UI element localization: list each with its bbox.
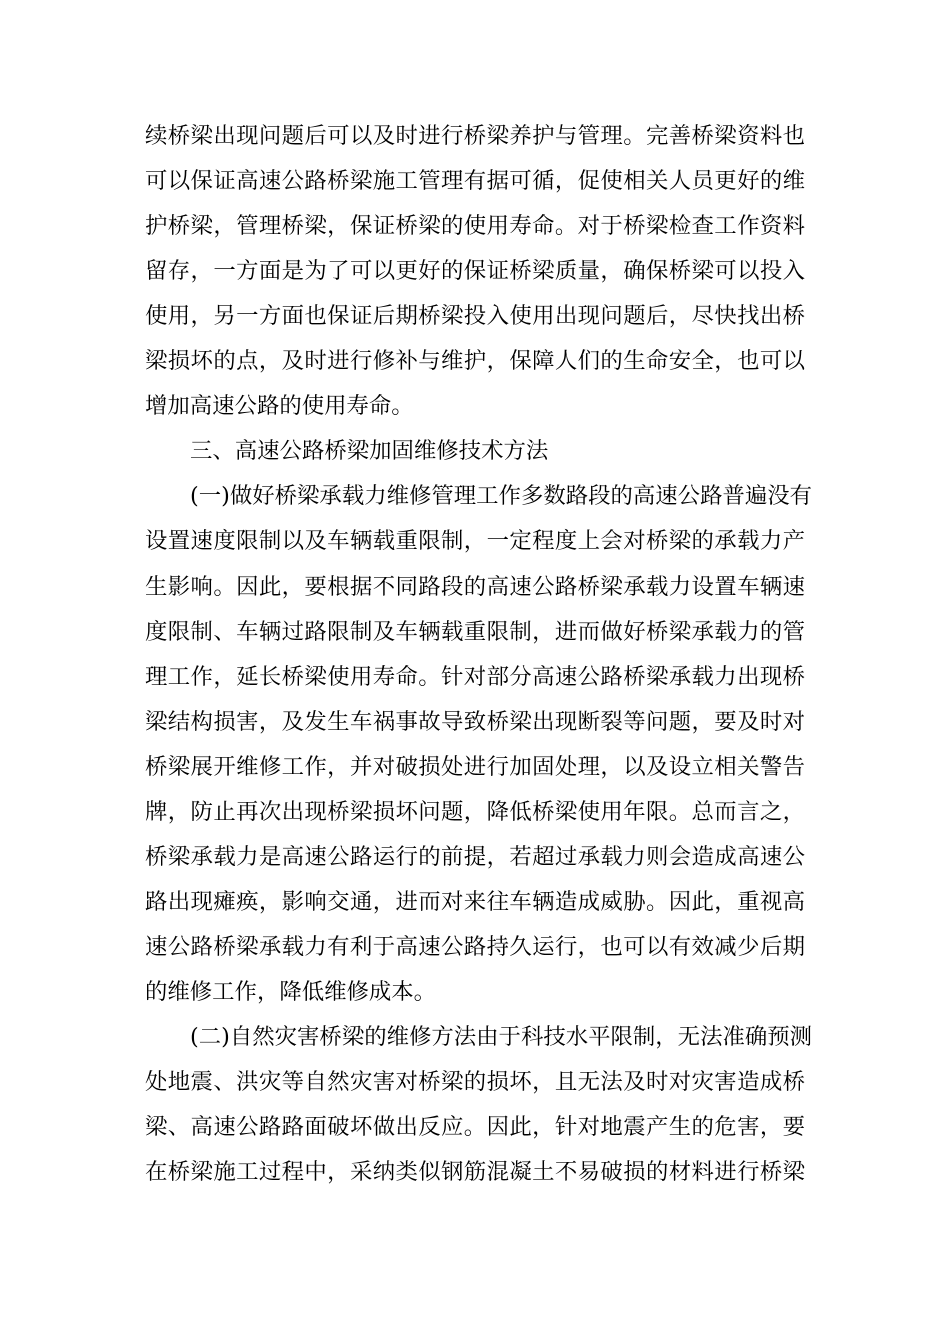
- text-line: (一)做好桥梁承载力维修管理工作多数路段的高速公路普遍没有: [190, 483, 813, 510]
- text-line: 处地震、洪灾等自然灾害对桥梁的损坏，且无法及时对灾害造成桥: [145, 1069, 805, 1096]
- text-line: 设置速度限制以及车辆载重限制，一定程度上会对桥梁的承载力产: [145, 528, 805, 555]
- text-line: 留存，一方面是为了可以更好的保证桥梁质量，确保桥梁可以投入: [145, 258, 805, 285]
- text-line: 的维修工作，降低维修成本。: [145, 978, 437, 1005]
- text-line: 生影响。因此，要根据不同路段的高速公路桥梁承载力设置车辆速: [145, 573, 805, 600]
- text-line: 续桥梁出现问题后可以及时进行桥梁养护与管理。完善桥梁资料也: [145, 123, 805, 149]
- text-line: 增加高速公路的使用寿命。: [145, 393, 414, 420]
- text-line: 三、高速公路桥梁加固维修技术方法: [190, 438, 549, 465]
- text-line: 梁、高速公路路面破坏做出反应。因此，针对地震产生的危害，要: [145, 1114, 805, 1141]
- text-line: (二)自然灾害桥梁的维修方法由于科技水平限制，无法准确预测: [190, 1024, 813, 1050]
- text-line: 可以保证高速公路桥梁施工管理有据可循，促使相关人员更好的维: [145, 168, 805, 195]
- text-line: 速公路桥梁承载力有利于高速公路持久运行，也可以有效减少后期: [145, 933, 805, 960]
- text-line: 路出现瘫痪，影响交通，进而对来往车辆造成威胁。因此，重视高: [145, 888, 805, 915]
- text-line: 理工作，延长桥梁使用寿命。针对部分高速公路桥梁承载力出现桥: [145, 663, 805, 690]
- text-line: 使用，另一方面也保证后期桥梁投入使用出现问题后，尽快找出桥: [145, 303, 805, 330]
- text-line: 在桥梁施工过程中，采纳类似钢筋混凝土不易破损的材料进行桥梁: [145, 1159, 805, 1186]
- text-line: 牌，防止再次出现桥梁损坏问题，降低桥梁使用年限。总而言之，: [145, 798, 805, 825]
- text-line: 度限制、车辆过路限制及车辆载重限制，进而做好桥梁承载力的管: [145, 618, 805, 645]
- text-line: 桥梁承载力是高速公路运行的前提，若超过承载力则会造成高速公: [145, 843, 805, 870]
- text-line: 梁结构损害，及发生车祸事故导致桥梁出现断裂等问题，要及时对: [145, 708, 805, 735]
- text-line: 护桥梁，管理桥梁，保证桥梁的使用寿命。对于桥梁检查工作资料: [145, 213, 805, 240]
- text-line: 梁损坏的点，及时进行修补与维护，保障人们的生命安全，也可以: [145, 348, 805, 375]
- text-line: 桥梁展开维修工作，并对破损处进行加固处理，以及设立相关警告: [145, 753, 805, 780]
